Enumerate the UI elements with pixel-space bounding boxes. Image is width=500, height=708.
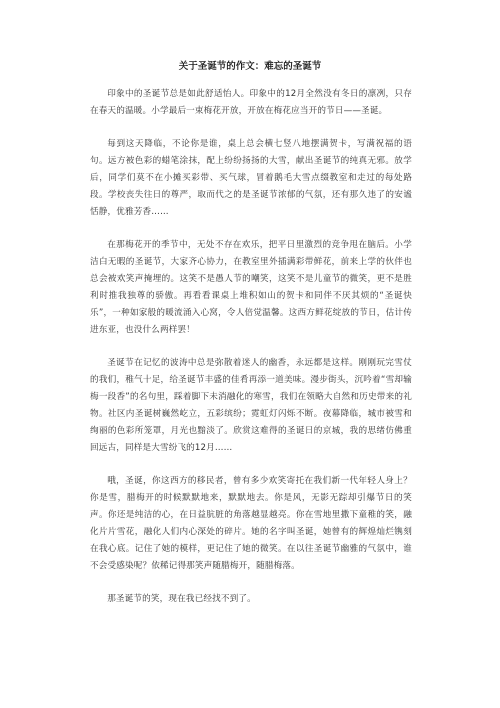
paragraph-1: 印象中的圣诞节总是如此舒适怡人。印象中的12月全然没有冬日的凛冽，只存在春天的温暖。小学最后一束梅花开放，开放在梅花应当开的节日——圣诞。 xyxy=(90,89,412,116)
paragraph-3: 在那梅花开的季节中，无处不存在欢乐，把平日里激烈的竞争甩在脑后。小学洁白无暇的圣诞节，大家齐心协力，在教室里外插满彩带鲜花，前来上学的伙伴也总会被欢笑声掩埋的。这笑不是愚人节的嘲笑，这笑不是儿童节的微笑，更不是胜利时推我独尊的骄傲。再看看课桌上堆积如山的贺卡和同伴不厌其烦的“圣诞快乐”，一种如家般的暖流涌入心窝，令人倍觉温馨。这西方鲜花绽放的节日，估计传进东亚，也没什么两样罢！ xyxy=(90,240,412,335)
paragraph-4: 圣诞节在记忆的波涛中总是弥散着迷人的幽香，永远都是这样。刚刚玩完雪仗的我们，稚气十足，给圣诞节丰盛的佳肴再添一道美味。漫步街头，沉吟着“雪却输梅一段香”的名句里，踩着脚下未消融化的寒雪，我们在领略大自然和历史带来的礼物。社区内圣诞树巍然屹立，五彩缤纷；霓虹灯闪烁不断。夜幕降临，城市被雪和绚丽的色彩所笼罩，月光也黯淡了。欣赏这难得的圣诞日的京城，我的思绪仿佛重回远古，同样是大雪纷飞的12月…… xyxy=(90,358,412,453)
paragraph-5: 哦，圣诞，你这西方的移民者，曾有多少欢笑寄托在我们新一代年轻人身上？你是雪，腊梅开的时候默默地来，默默地去。你是风，无影无踪却引爆节日的笑声。你还是纯洁的心，在日益肮脏的角落越显越亮。你在雪地里撒下童稚的笑，融化片片雪花，融化人们内心深处的碎片。她的名字叫圣诞，她曾有的辉煌灿烂镌刻在我心底。记住了她的模样，更记住了她的微笑。在以往圣诞节幽雅的气氛中，谁不会受感染呢？依稀记得那笑声随腊梅开，随腊梅落。 xyxy=(90,476,412,571)
paragraph-2: 每到这天降临，不论你是谁，桌上总会横七竖八地摆满贺卡，写满祝福的语句。远方被色彩的蜡笔涂抹，配上纷纷扬扬的大雪，献出圣诞节的纯真无邪。放学后，同学们莫不在小摊买彩带、买气球，冒着鹅毛大雪点缀教室和走过的每处路段。学校丧失往日的尊严，取而代之的是圣诞节浓郁的气氛，还有那久违了的安谧恬静，优雅芳香…… xyxy=(90,139,412,217)
document-body xyxy=(90,86,412,624)
document-title: 关于圣诞节的作文：难忘的圣诞节 xyxy=(178,61,322,72)
paragraph-6: 那圣诞节的笑，现在我已经找不到了。 xyxy=(107,594,256,604)
